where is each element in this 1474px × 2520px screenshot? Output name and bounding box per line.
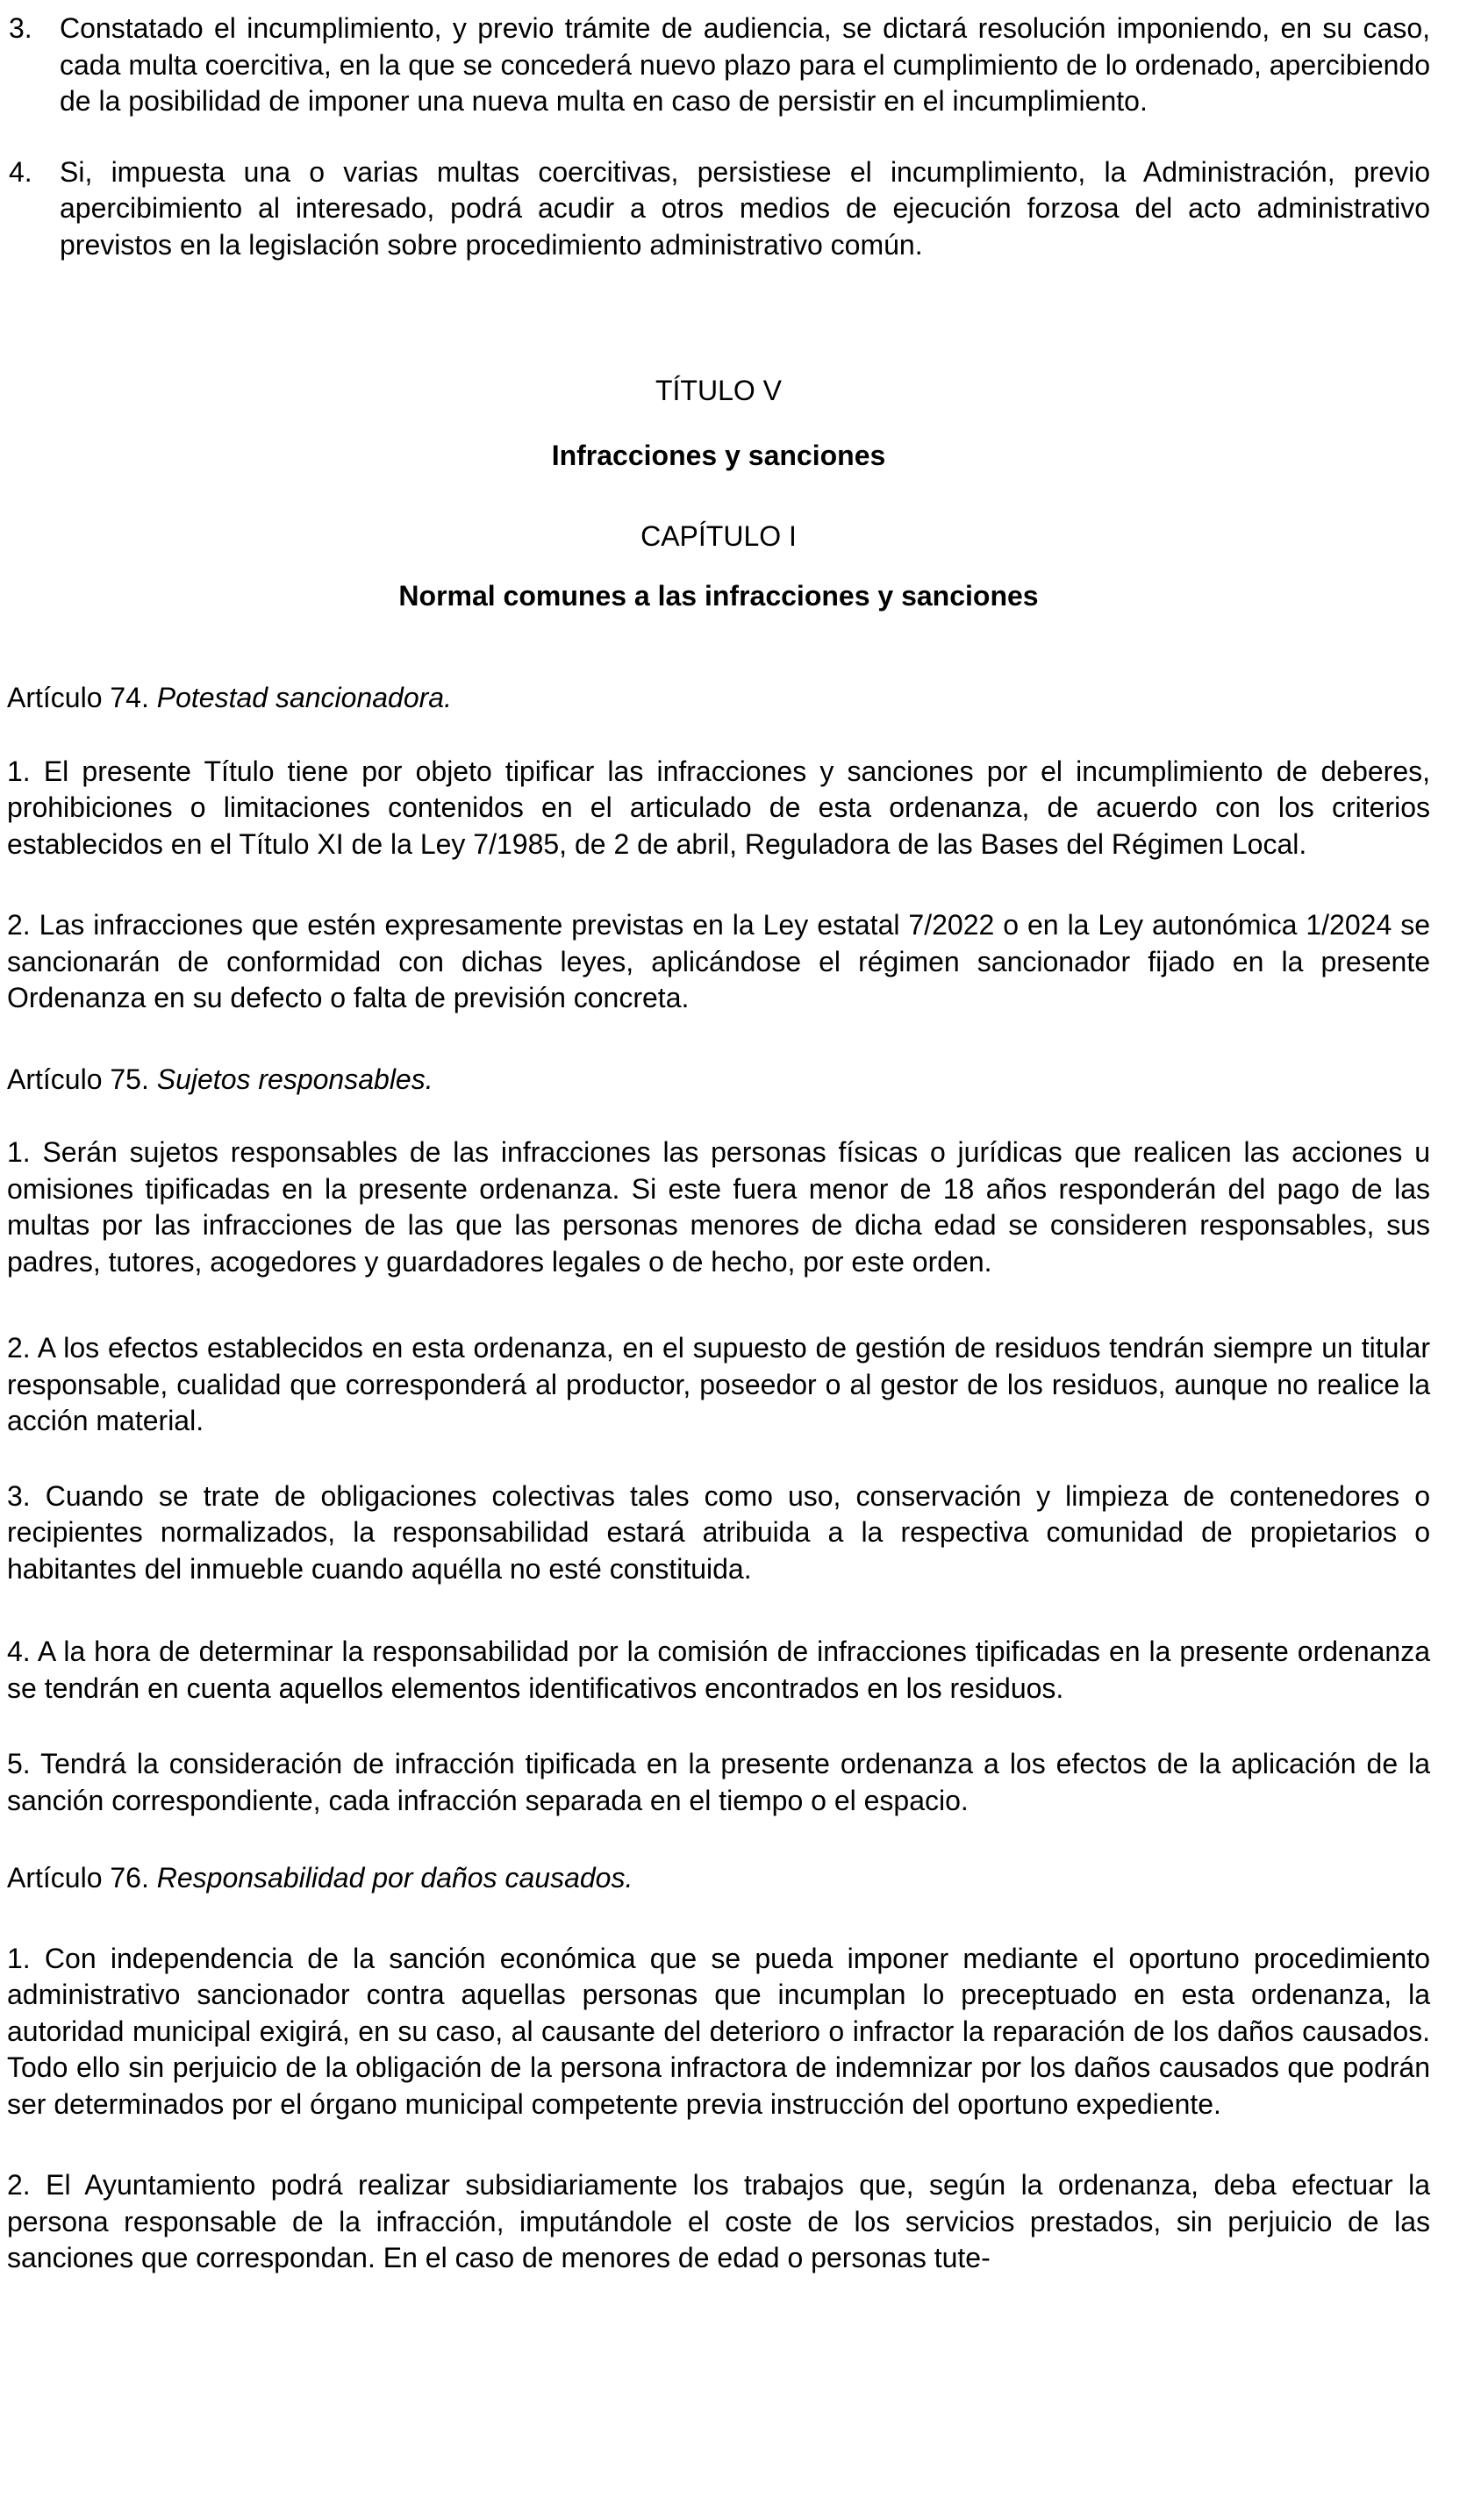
- article-paragraph: 1. Con independencia de la sanción económica que se pueda imponer mediante el oportuno procedimiento administrativo sancionador contra aquellas personas que incumplan lo preceptuado en esta ordenanza, la autoridad municipal exigirá, en su caso, al causante del deterioro o infractor la reparación de los daños causados. Todo ello sin perjuicio de la obligación de la persona infractora de indemnizar por los daños causados que podrán ser determinados por el órgano municipal competente previa instrucción del oportuno expediente.: [7, 1942, 1430, 2120]
- article-heading: [7, 1062, 1430, 1099]
- title-heading: TÍTULO V: [655, 375, 782, 406]
- article-number: Artículo 75.: [7, 1063, 149, 1095]
- article-number: Artículo 74.: [7, 682, 149, 713]
- list-item-number: 3.: [9, 12, 32, 44]
- list-item-text: Constatado el incumplimiento, y previo trámite de audiencia, se dictará resolución imponiendo, en su caso, cada multa coercitiva, en la que se concederá nuevo plazo para el cumplimiento de lo ordenado, apercibiendo de la posibilidad de imponer una nueva multa en caso de persistir en el incumplimiento.: [60, 12, 1430, 117]
- chapter-subheading: Normal comunes a las infracciones y sanciones: [398, 579, 1039, 612]
- title-subheading: Infracciones y sanciones: [551, 439, 886, 471]
- article-number: Artículo 76.: [7, 1862, 149, 1894]
- article-heading: [7, 680, 1430, 717]
- article-title: Responsabilidad por daños causados.: [156, 1862, 633, 1894]
- article-title: Sujetos responsables.: [156, 1063, 433, 1095]
- list-item: [7, 154, 1430, 264]
- article-paragraph: 1. El presente Título tiene por objeto tipificar las infracciones y sanciones por el incumplimiento de deberes, prohibiciones o limitaciones contenidos en el articulado de esta ordenanza, de acuerdo con los criterios establecidos en el Título XI de la Ley 7/1985, de 2 de abril, Reguladora de las Bases del Régimen Local.: [7, 755, 1430, 860]
- article-paragraph: 3. Cuando se trate de obligaciones colectivas tales como uso, conservación y limpieza de contenedores o recipientes normalizados, la responsabilidad estará atribuida a la respectiva comunidad de propietarios o habitantes del inmueble cuando aquélla no esté constituida.: [7, 1479, 1430, 1585]
- article-heading: [7, 1860, 1430, 1897]
- article-paragraph: 2. Las infracciones que estén expresamente previstas en la Ley estatal 7/2022 o en la Ley autonómica 1/2024 se sancionarán de conformidad con dichas leyes, aplicándose el régimen sancionador fijado en la presente Ordenanza en su defecto o falta de previsión concreta.: [7, 909, 1430, 1013]
- article-paragraph: 5. Tendrá la consideración de infracción tipificada en la presente ordenanza a los efectos de la aplicación de la sanción correspondiente, cada infracción separada en el tiempo o el espacio.: [7, 1748, 1430, 1816]
- article-title: Potestad sancionadora.: [156, 682, 452, 713]
- article-paragraph: 2. El Ayuntamiento podrá realizar subsidiariamente los trabajos que, según la ordenanza, deba efectuar la persona responsable de la infracción, imputándole el coste de los servicios prestados, sin perjuicio de las sanciones que correspondan. En el caso de menores de edad o personas tute-: [7, 2169, 1430, 2273]
- list-item-number: 4.: [9, 155, 32, 188]
- list-item: [7, 11, 1430, 120]
- chapter-heading: CAPÍTULO I: [640, 520, 797, 552]
- article-paragraph: 1. Serán sujetos responsables de las infracciones las personas físicas o jurídicas que realicen las acciones u omisiones tipificadas en la presente ordenanza. Si este fuera menor de 18 años responderán del pago de las multas por las infracciones de las que las personas menores de dicha edad se consideren responsables, sus padres, tutores, acogedores y guardadores legales o de hecho, por este orden.: [7, 1136, 1430, 1278]
- article-paragraph: 2. A los efectos establecidos en esta ordenanza, en el supuesto de gestión de residuos tendrán siempre un titular responsable, cualidad que corresponderá al productor, poseedor o al gestor de los residuos, aunque no realice la acción material.: [7, 1332, 1430, 1436]
- list-item-text: Si, impuesta una o varias multas coercitivas, persistiese el incumplimiento, la Administración, previo apercibimiento al interesado, podrá acudir a otros medios de ejecución forzosa del acto administrativo previstos en la legislación sobre procedimiento administrativo común.: [60, 155, 1430, 261]
- article-paragraph: 4. A la hora de determinar la responsabilidad por la comisión de infracciones tipificadas en la presente ordenanza se tendrán en cuenta aquellos elementos identificativos encontrados en los residuos.: [7, 1636, 1430, 1704]
